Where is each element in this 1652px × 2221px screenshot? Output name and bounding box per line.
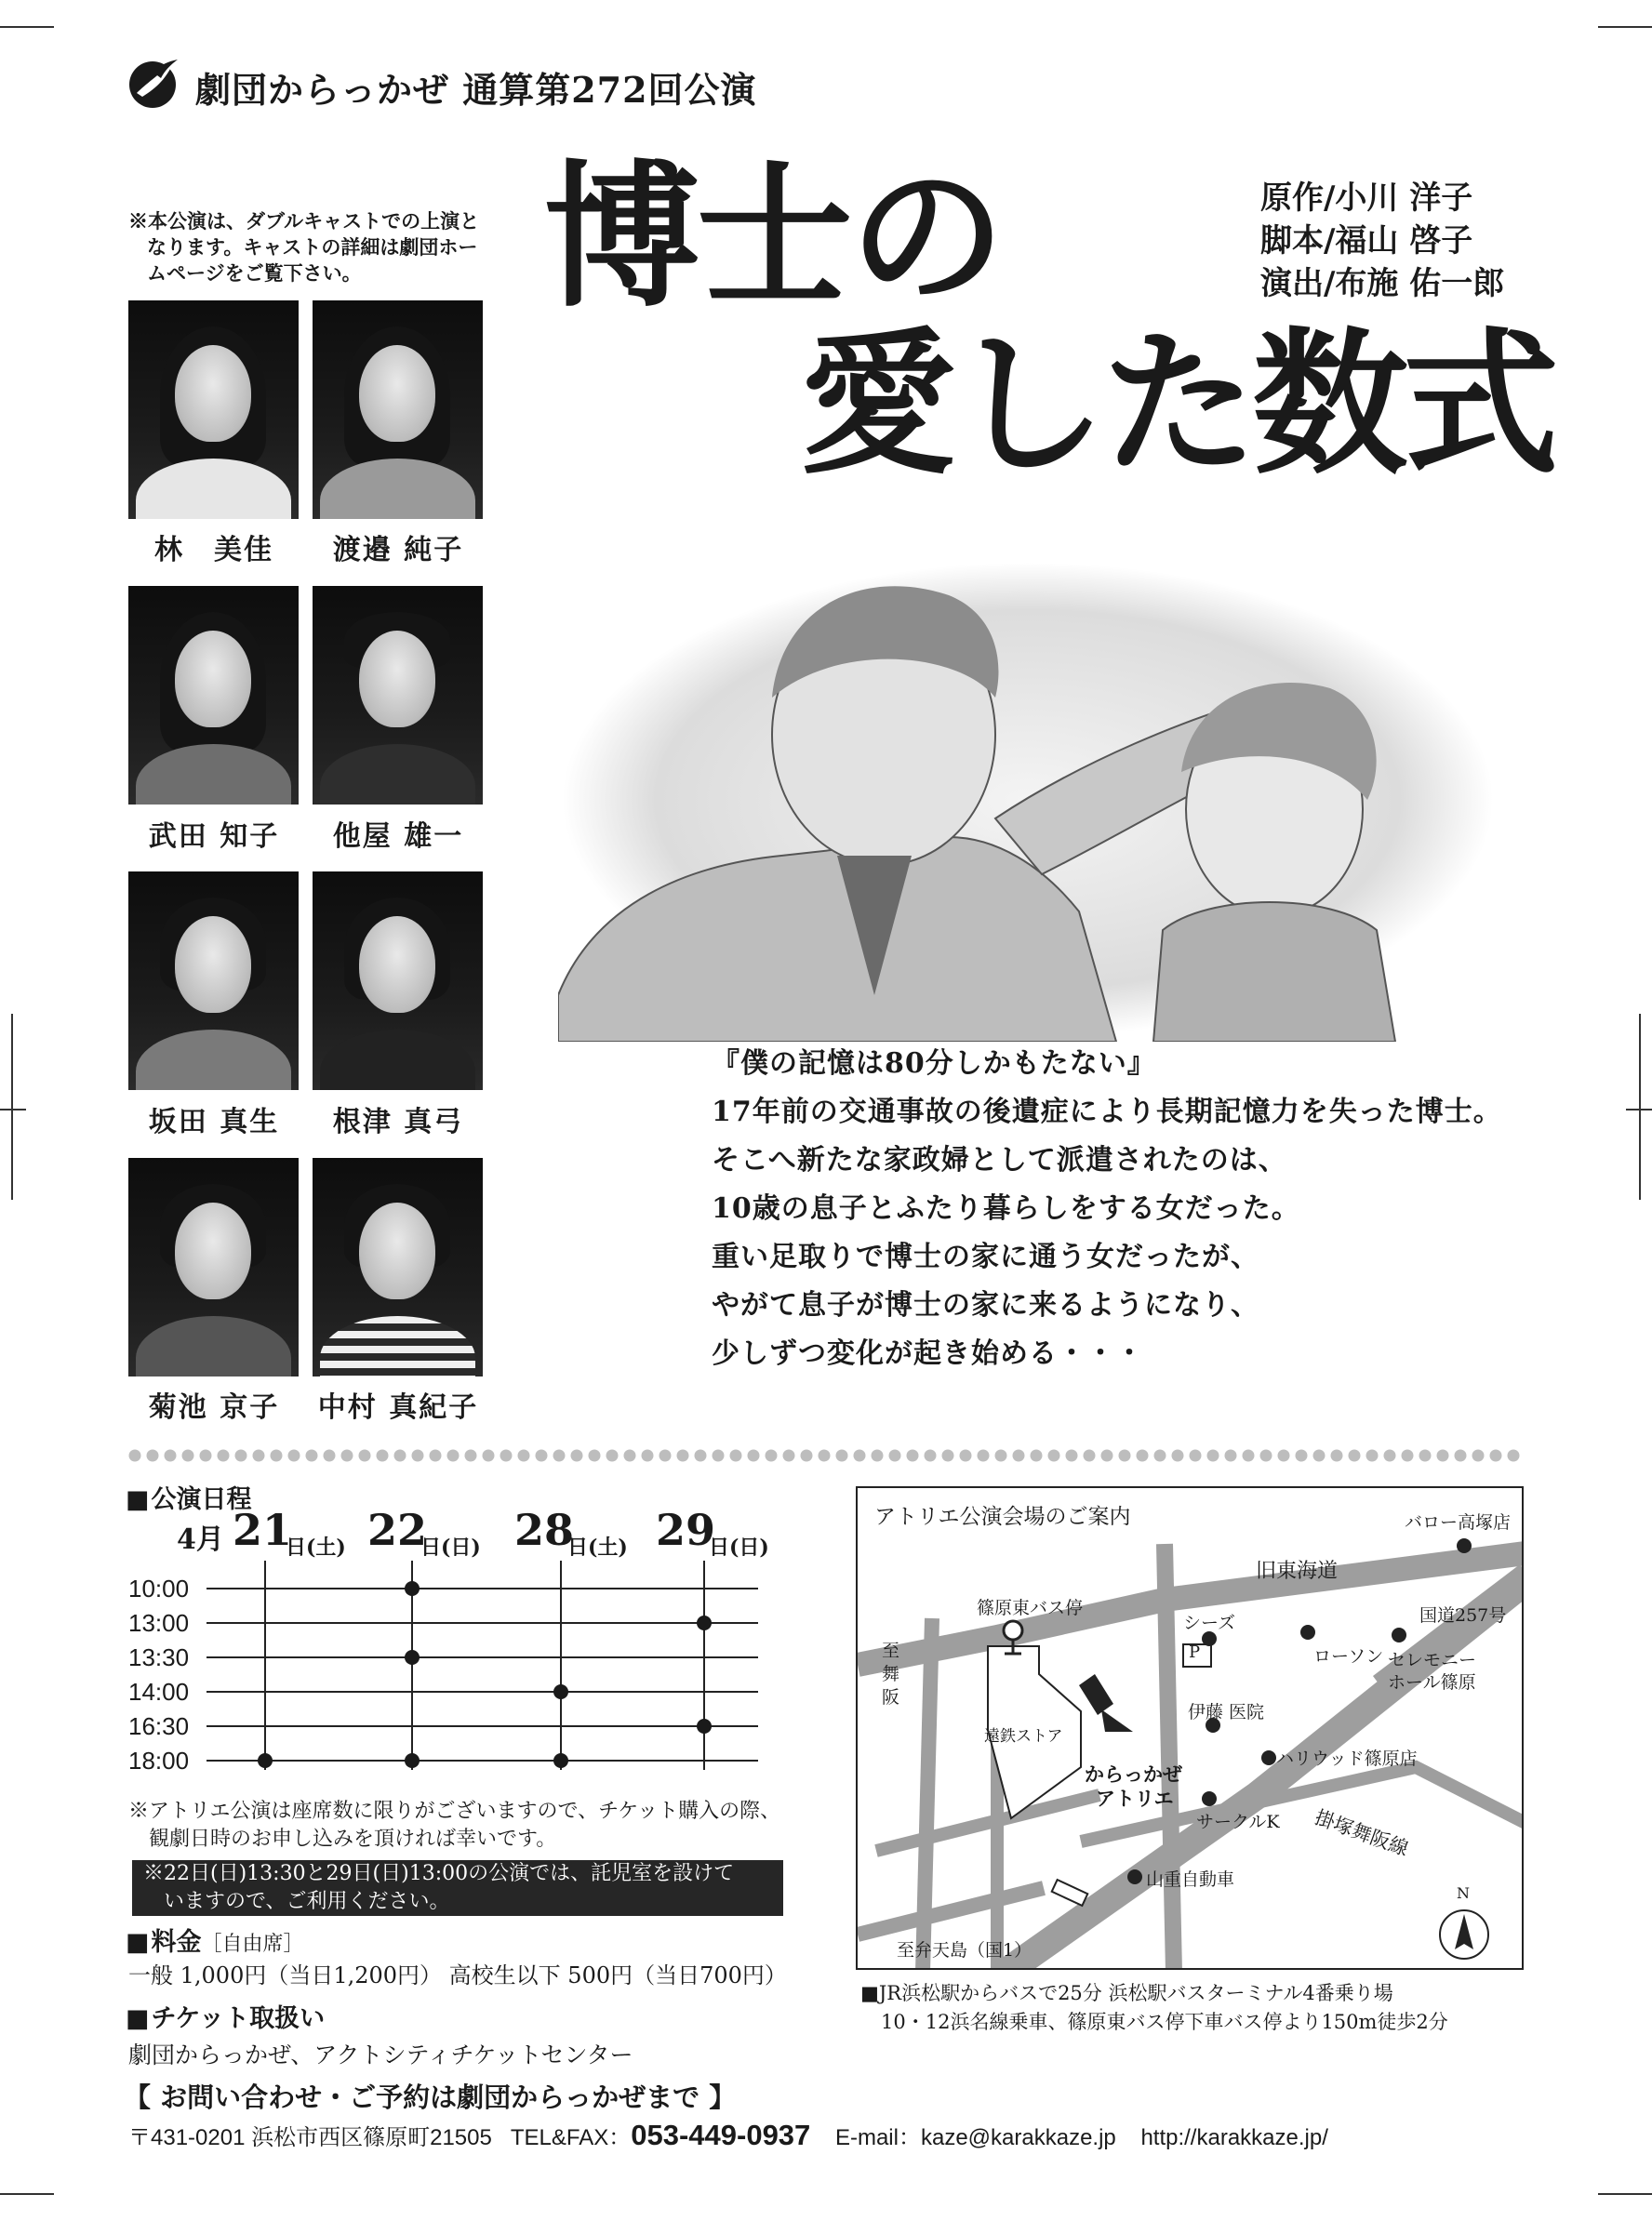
map-label-ito-clinic: 伊藤 医院 (1188, 1702, 1265, 1722)
synopsis-line: そこへ新たな家政婦として派遣されたのは、 (712, 1144, 1287, 1177)
divider-dot (1207, 1450, 1219, 1462)
map-label-to-maisaka: 阪 (882, 1687, 900, 1708)
divider-dot (1508, 1450, 1520, 1462)
divider-dot (872, 1450, 884, 1462)
divider-dot (960, 1450, 972, 1462)
crop-mark (1639, 1014, 1641, 1200)
divider-dot (1349, 1450, 1361, 1462)
seat-note-line: 観劇日時のお申し込みを頂ければ幸いです。 (149, 1828, 557, 1851)
divider-dot (1225, 1450, 1237, 1462)
divider-dot (1031, 1450, 1043, 1462)
performance-marker (405, 1581, 420, 1596)
map-label-ceremony-1: セレモニー (1388, 1650, 1477, 1670)
performance-marker (405, 1650, 420, 1665)
website-link[interactable]: http://karakkaze.jp/ (1140, 2125, 1328, 2150)
nursery-note (132, 1860, 783, 1916)
divider-dot (1455, 1450, 1467, 1462)
time-label: 10:00 (128, 1575, 190, 1603)
divider-dot (907, 1450, 919, 1462)
synopsis-line: 少しずつ変化が起き始める・・・ (712, 1337, 1144, 1370)
price-line: 一般 1,000円（当日1,200円） 高校生以下 500円（当日700円） (128, 1962, 787, 1988)
cast-name: 林 美佳 (154, 534, 273, 566)
time-label: 13:30 (128, 1643, 190, 1671)
venue-map (856, 1486, 1524, 1970)
time-label: 16:30 (128, 1712, 190, 1740)
divider-dot (1384, 1450, 1396, 1462)
price-heading-text: 料金 (151, 1928, 202, 1957)
divider-dot (1101, 1450, 1113, 1462)
play-title-line-1: 博士の (544, 144, 1002, 328)
access-directions (860, 1979, 1448, 2037)
date-weekday: 日(土) (286, 1536, 346, 1560)
divider-dot (1331, 1450, 1343, 1462)
map-label-atelier-1: からっかぜ (1085, 1762, 1182, 1786)
schedule-heading: ■ 公演日程 (126, 1479, 252, 1515)
map-roads (858, 1488, 1524, 1970)
date-day: 28 (514, 1505, 575, 1555)
map-label-atelier-2: アトリエ (1096, 1787, 1174, 1810)
performance-marker (258, 1753, 273, 1768)
divider-dot (1490, 1450, 1502, 1462)
ticket-heading: ■ チケット取扱い (126, 1998, 325, 2034)
divider-dot (1084, 1450, 1096, 1462)
crop-mark (1598, 2193, 1652, 2195)
crop-mark (1598, 26, 1652, 28)
time-label: 18:00 (128, 1747, 190, 1775)
map-label-hollywood: ハリウッド篠原店 (1276, 1749, 1418, 1769)
map-label-yamashige: 山重自動車 (1146, 1869, 1235, 1890)
time-label: 14:00 (128, 1678, 190, 1706)
schedule-month: 4月 (177, 1523, 224, 1556)
seat-note (128, 1798, 817, 1854)
divider-dot (1472, 1450, 1485, 1462)
tel-number: 053-449-0937 (631, 2119, 811, 2151)
divider-dot (1119, 1450, 1131, 1462)
divider-dot (1366, 1450, 1379, 1462)
performance-marker (405, 1753, 420, 1768)
divider-dot (942, 1450, 954, 1462)
divider-dot (995, 1450, 1007, 1462)
map-label-old-tokaido: 旧東海道 (1256, 1560, 1339, 1583)
play-title-line-2: 愛した数式 (800, 312, 1553, 496)
synopsis-line: やがて息子が博士の家に来るようになり、 (712, 1289, 1259, 1322)
time-label: 13:00 (128, 1609, 190, 1637)
credit-director: 演出/布施 佑一郎 (1260, 265, 1505, 302)
map-label-barrow: バロー高塚店 (1405, 1512, 1512, 1533)
seat-note-line: ※アトリエ公演は座席数に限りがございますので、チケット購入の際、 (128, 1800, 781, 1823)
divider-dot (1296, 1450, 1308, 1462)
crop-mark (0, 2193, 54, 2195)
divider-dot (1313, 1450, 1326, 1462)
date-day: 22 (367, 1505, 428, 1555)
performance-marker (697, 1616, 712, 1630)
contact-line (128, 2119, 1328, 2152)
divider-dot (1278, 1450, 1290, 1462)
map-label-to-bentenjima: 至弁天島（国1） (897, 1940, 1032, 1961)
divider-dot (1190, 1450, 1202, 1462)
troupe-performance-line: 劇団からっかぜ 通算第272回公演 (195, 69, 757, 111)
date-weekday: 日(日) (420, 1536, 481, 1560)
credits-block (1260, 177, 1504, 305)
date-weekday: 日(日) (709, 1536, 769, 1560)
ticket-outlets: 劇団からっかぜ、アクトシティチケットセンター (128, 2041, 633, 2068)
cast-note-line: なります。キャストの詳細は劇団ホー (147, 235, 478, 259)
divider-dot (1402, 1450, 1414, 1462)
price-heading (126, 1922, 304, 1958)
date-day: 29 (656, 1505, 716, 1555)
divider-dot (1419, 1450, 1432, 1462)
cast-name: 坂田 真生 (148, 1106, 280, 1138)
divider-dot (1048, 1450, 1060, 1462)
nursery-note-line: いますので、ご利用ください。 (164, 1890, 450, 1913)
performance-marker (697, 1719, 712, 1734)
divider-dot (925, 1450, 937, 1462)
performance-marker (553, 1684, 568, 1699)
synopsis-line: 重い足取りで博士の家に通う女だったが、 (712, 1241, 1259, 1273)
map-label-to-maisaka: 至 (882, 1641, 900, 1661)
synopsis-line: 『僕の記憶は80分しかもたない』 (712, 1047, 1156, 1080)
map-label-north: N (1457, 1884, 1470, 1902)
price-heading-sub: ［自由席］ (201, 1933, 304, 1956)
credit-original-author: 原作/小川 洋子 (1260, 180, 1473, 217)
map-title: アトリエ公演会場のご案内 (874, 1505, 1131, 1529)
email-link[interactable]: E-mail：kaze@karakkaze.jp (834, 2125, 1116, 2150)
cast-note-line: ムページをご覧下さい。 (147, 261, 362, 285)
map-label-sheez: シーズ (1183, 1613, 1236, 1633)
divider-dot (1013, 1450, 1025, 1462)
divider-dot (836, 1450, 848, 1462)
map-label-entetsu: 遠鉄ストア (984, 1727, 1063, 1746)
address: 〒431-0201 浜松市西区篠原町21505 (128, 2125, 492, 2150)
credit-script: 脚本/福山 啓子 (1260, 222, 1473, 259)
map-label-bus-stop: 篠原東バス停 (977, 1598, 1084, 1618)
cast-note-line: ※本公演は、ダブルキャストでの上演と (128, 209, 480, 233)
nursery-note-line: ※22日(日)13:30と29日(日)13:00の公演では、託児室を設けて (143, 1862, 735, 1885)
cast-name: 武田 知子 (148, 820, 280, 853)
map-label-route257: 国道257号 (1419, 1605, 1507, 1626)
performance-marker (553, 1753, 568, 1768)
divider-dot (1172, 1450, 1184, 1462)
divider-dot (1066, 1450, 1078, 1462)
divider-dot (889, 1450, 901, 1462)
cast-name: 渡邉 純子 (332, 534, 464, 566)
cast-name: 菊池 京子 (148, 1391, 280, 1424)
synopsis-line: 17年前の交通事故の後遺症により長期記憶力を失った博士。 (712, 1096, 1502, 1128)
map-label-kakezuka-line: 掛塚舞阪線 (1312, 1805, 1412, 1861)
divider-dot (1137, 1450, 1149, 1462)
schedule-grid (0, 0, 837, 1786)
divider-dot (978, 1450, 990, 1462)
map-label-to-maisaka: 舞 (882, 1664, 900, 1684)
divider-dot (1243, 1450, 1255, 1462)
cast-name: 他屋 雄一 (332, 820, 464, 853)
cast-name: 根津 真弓 (332, 1106, 464, 1138)
access-line: 10・12浜名線乗車、篠原東バス停下車バス停より150m徒歩2分 (881, 2011, 1448, 2033)
cast-name: 中村 真紀子 (317, 1391, 479, 1424)
date-day: 21 (233, 1505, 293, 1555)
date-weekday: 日(土) (567, 1536, 628, 1560)
synopsis-line: 10歳の息子とふたり暮らしをする女だった。 (712, 1192, 1300, 1225)
parking-icon: P (1189, 1642, 1201, 1662)
map-label-circle-k: サークルK (1196, 1812, 1280, 1832)
divider-dot (1437, 1450, 1449, 1462)
divider-dot (854, 1450, 866, 1462)
divider-dot (1260, 1450, 1272, 1462)
inquiry-line: 【 お問い合わせ・ご予約は劇団からっかぜまで 】 (124, 2081, 737, 2113)
divider-dot (1154, 1450, 1166, 1462)
tel-label: TEL&FAX： (510, 2125, 632, 2150)
map-label-lawson: ローソン (1313, 1646, 1384, 1667)
map-label-ceremony-2: ホール篠原 (1388, 1672, 1476, 1693)
access-line: ■JR浜松駅からバスで25分 浜松駅バスターミナル4番乗り場 (860, 1982, 1393, 2004)
